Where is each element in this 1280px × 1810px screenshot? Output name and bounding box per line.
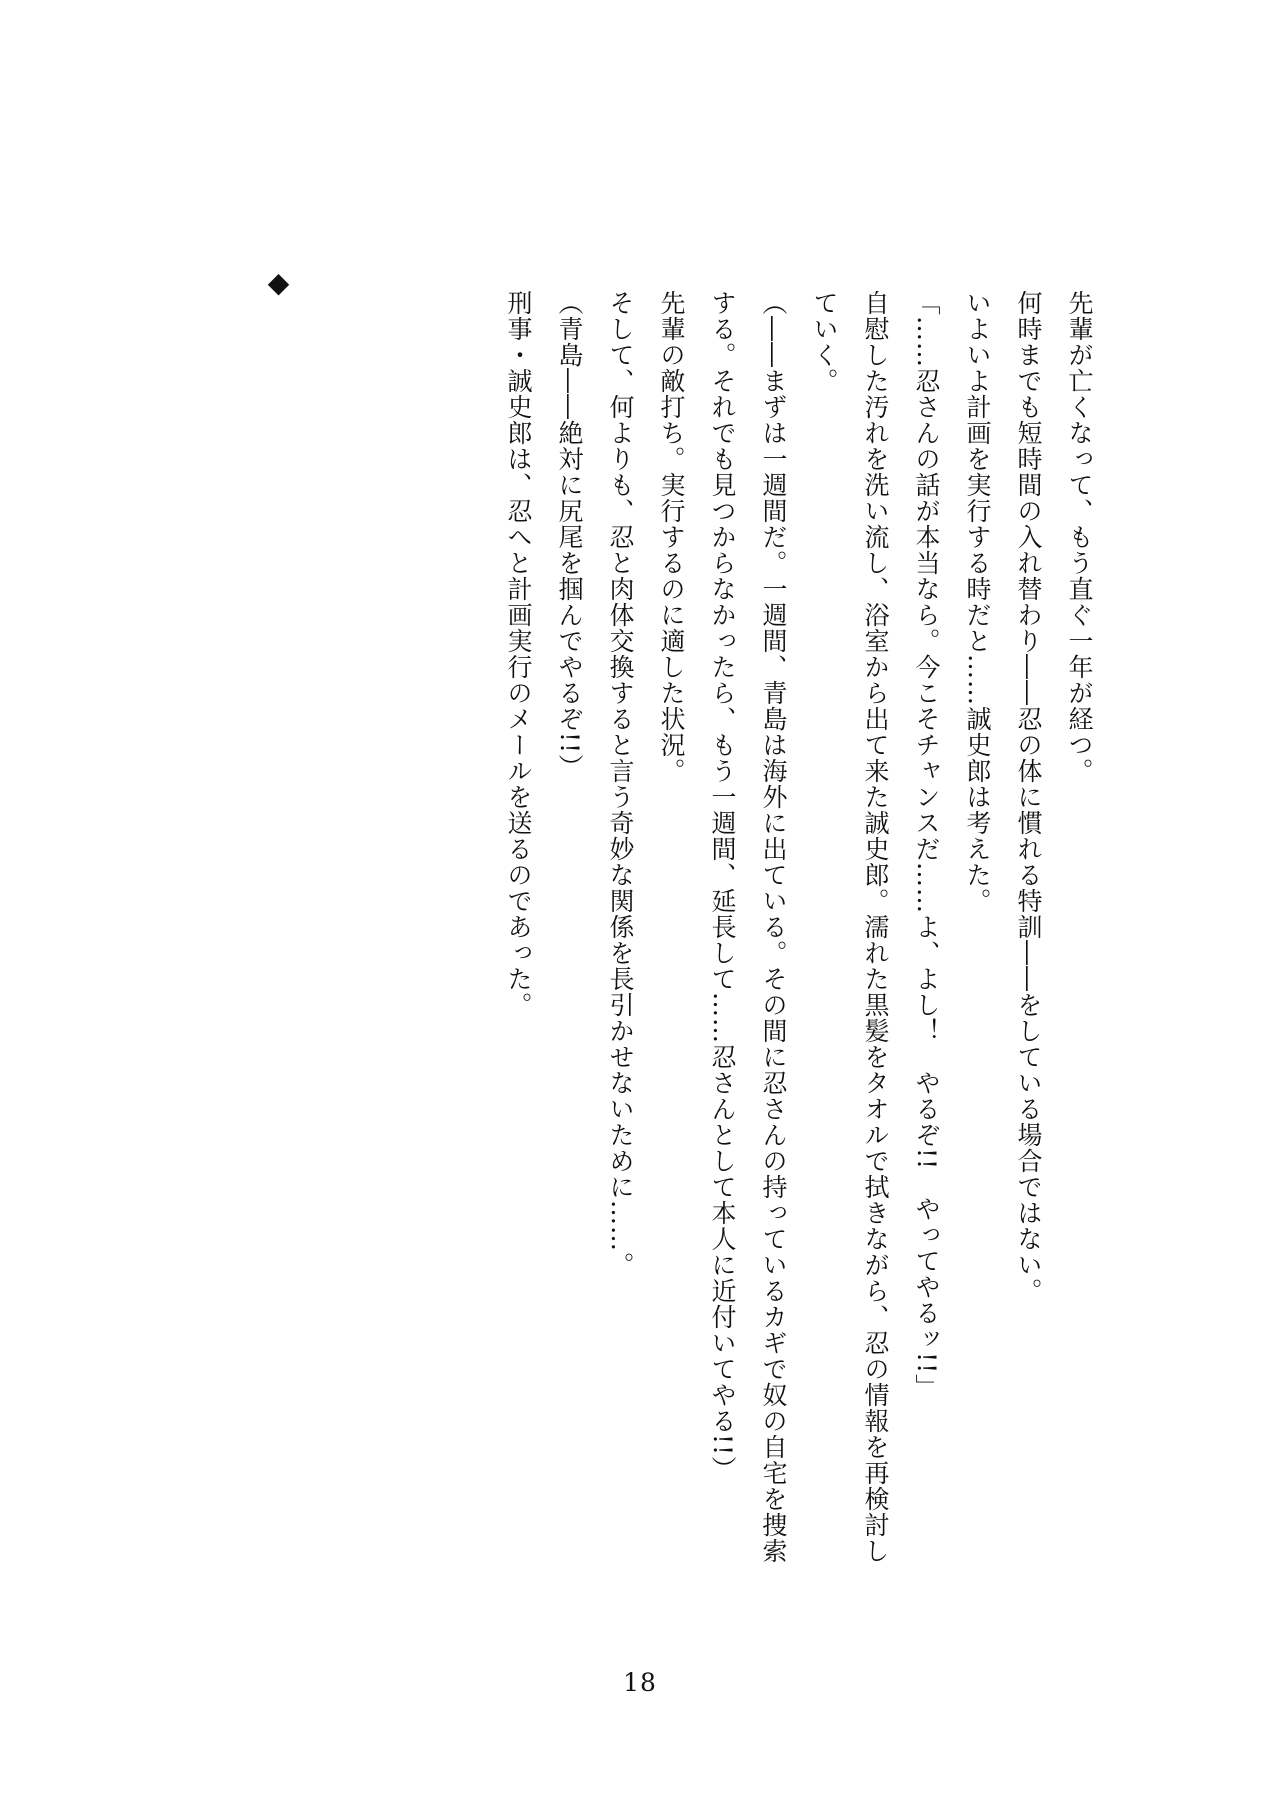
- paragraph: いよいよ計画を実行する時だと……誠史郎は考えた。: [963, 290, 992, 914]
- paragraph: 自慰した汚れを洗い流し、浴室から出て来た誠史郎。濡れた黒髪をタオルで拭きながら、忍の情報を再検討していく。: [810, 290, 890, 1564]
- paragraph: 何時までも短時間の入れ替わり――忍の体に慣れる特訓――をしている場合ではない。: [1014, 290, 1043, 1304]
- paragraph: 「……忍さんの話が本当なら。今こそチャンスだ……よ、よし！ やるぞ!! やってやるッ!!」: [912, 290, 941, 1401]
- paragraph: （青島――絶対に尻尾を掴んでやるぞ!!）: [555, 290, 584, 781]
- paragraph: 先輩の敵打ち。実行するのに適した状況。: [657, 290, 686, 784]
- paragraph: 刑事・誠史郎は、忍へと計画実行のメールを送るのであった。: [504, 290, 533, 1018]
- page-number: 18: [623, 1668, 657, 1697]
- paragraph: （――まずは一週間だ。一週間、青島は海外に出ている。その間に忍さんの持っているカギで奴の自宅を捜索する。それでも見つからなかったら、もう一週間、延長して……忍さんとして本人に近付いてやる!!）: [708, 290, 788, 1564]
- vertical-text-body: [493, 290, 1105, 1580]
- paragraph: 先輩が亡くなって、もう直ぐ一年が経つ。: [1065, 290, 1094, 784]
- paragraph: そして、何よりも、忍と肉体交換すると言う奇妙な関係を長引かせないために……。: [606, 290, 635, 1278]
- section-separator-diamond-icon: ◆: [267, 266, 290, 299]
